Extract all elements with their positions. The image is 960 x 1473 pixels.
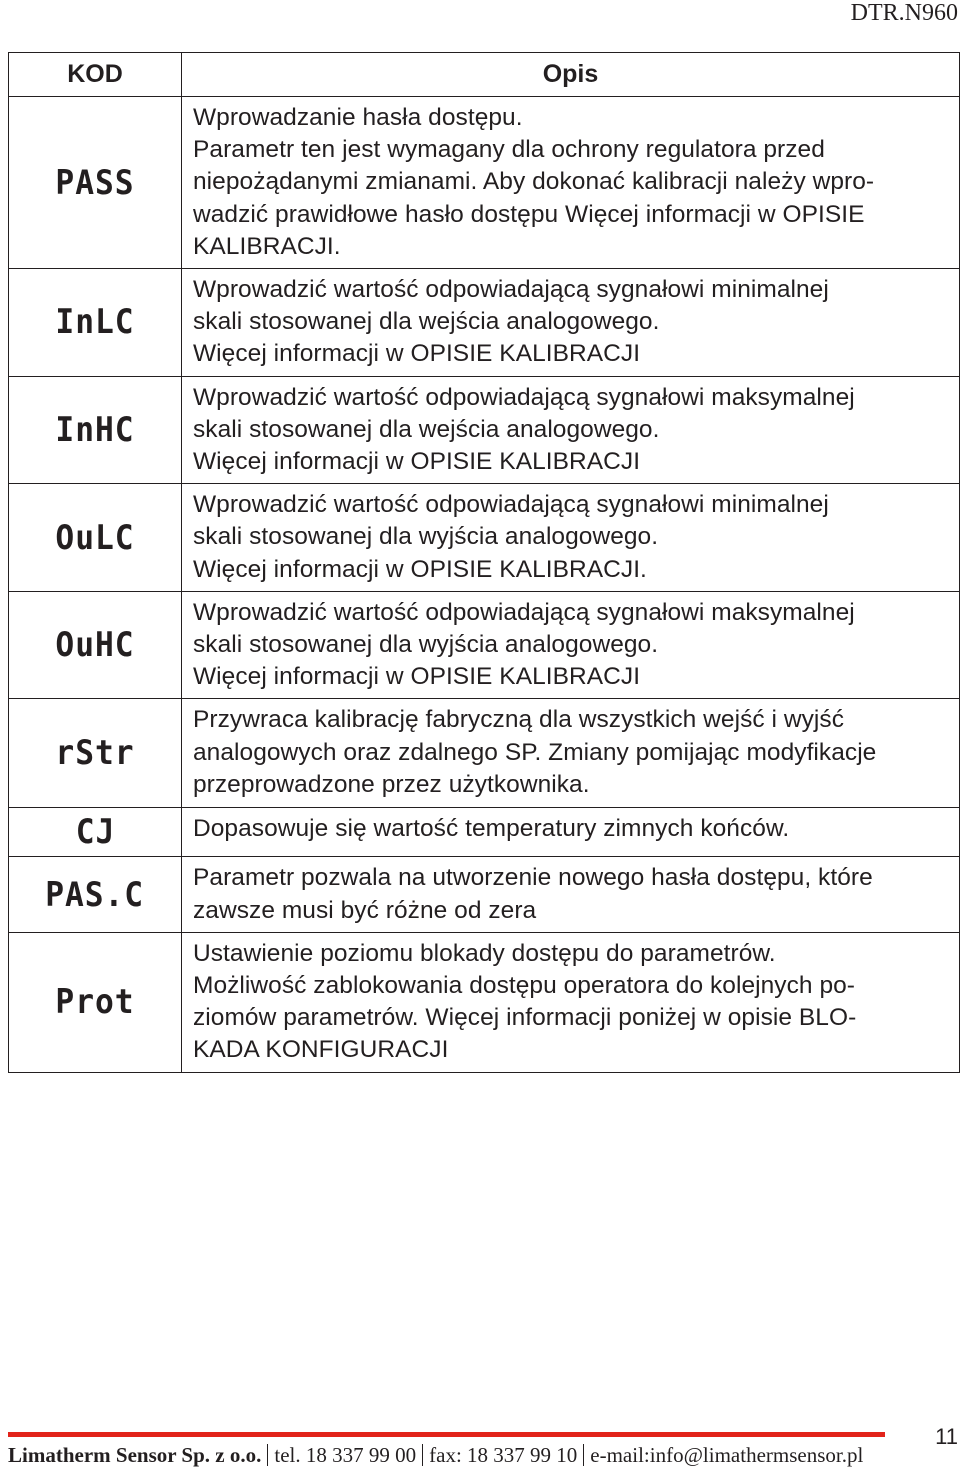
description-line: KADA KONFIGURACJI [193,1036,449,1064]
document-id: DTR.N960 [850,0,958,26]
description-line: Wprowadzić wartość odpowiadającą sygnałowi minimalnej [193,276,829,304]
description-line: niepożądanymi zmianami. Aby dokonać kalibracji należy wpro- [193,168,875,196]
description-line: Wprowadzić wartość odpowiadającą sygnałowi minimalnej [193,491,829,519]
description-cell [182,857,960,932]
footer-separator [422,1444,423,1466]
table-row [9,808,960,857]
segment-display-code: OuHC [55,625,135,666]
segment-display-code: OuLC [55,517,135,558]
description-cell [182,269,960,377]
page-number: 11 [935,1424,958,1449]
segment-display-code: InLC [55,302,135,343]
description-line: Wprowadzić wartość odpowiadającą sygnałowi maksymalnej [193,383,855,411]
description-line: Parametr pozwala na utworzenie nowego hasła dostępu, które [193,864,873,892]
description-cell [182,97,960,269]
footer-email: e-mail:info@limathermsensor.pl [590,1443,864,1467]
code-cell [9,97,182,269]
footer-separator [267,1444,268,1466]
footer-accent-bar [8,1432,885,1437]
table-row [9,857,960,932]
description-line: skali stosowanej dla wyjścia analogowego. [193,631,659,659]
code-cell [9,591,182,699]
segment-display-code: PAS.C [45,874,145,915]
table-row [9,591,960,699]
code-cell [9,376,182,484]
description-line: Więcej informacji w OPISIE KALIBRACJI. [193,555,647,583]
footer-fax: fax: 18 337 99 10 [429,1443,578,1467]
description-line: skali stosowanej dla wejścia analogowego. [193,415,660,443]
code-cell [9,484,182,592]
segment-display-code: rStr [55,733,135,774]
column-header-kod: KOD [9,53,182,97]
footer-company: Limatherm Sensor Sp. z o.o. [8,1443,262,1467]
description-cell [182,591,960,699]
description-cell [182,932,960,1072]
table-header-row [9,53,960,97]
description-cell [182,808,960,857]
description-line: wadzić prawidłowe hasło dostępu Więcej informacji w OPISIE [193,200,865,228]
table-row [9,269,960,377]
description-line: Więcej informacji w OPISIE KALIBRACJI [193,448,641,476]
footer-phone: tel. 18 337 99 00 [274,1443,417,1467]
description-line: Ustawienie poziomu blokady dostępu do parametrów. [193,939,776,967]
segment-display-code: Prot [55,982,135,1023]
description-line: zawsze musi być różne od zera [193,896,537,924]
description-line: Przywraca kalibrację fabryczną dla wszystkich wejść i wyjść [193,706,845,734]
description-line: ziomów parametrów. Więcej informacji poniżej w opisie BLO- [193,1004,857,1032]
code-cell [9,699,182,808]
segment-display-code: InHC [55,409,135,450]
description-cell [182,484,960,592]
column-header-opis: Opis [182,53,960,97]
table-row [9,932,960,1072]
segment-display-code: PASS [55,162,135,203]
description-line: przeprowadzone przez użytkownika. [193,770,590,798]
description-line: skali stosowanej dla wejścia analogowego. [193,308,660,336]
description-line: Możliwość zablokowania dostępu operatora do kolejnych po- [193,972,856,1000]
description-cell [182,699,960,808]
description-line: Parametr ten jest wymagany dla ochrony regulatora przed [193,136,825,164]
description-line: skali stosowanej dla wyjścia analogowego. [193,523,659,551]
description-line: analogowych oraz zdalnego SP. Zmiany pomijając modyfikacje [193,738,877,766]
code-cell [9,808,182,857]
description-line: KALIBRACJI. [193,232,341,260]
segment-display-code: CJ [75,812,115,853]
footer-contact [8,1443,863,1468]
code-cell [9,269,182,377]
description-line: Wprowadzić wartość odpowiadającą sygnałowi maksymalnej [193,598,855,626]
description-line: Dopasowuje się wartość temperatury zimnych końców. [193,815,790,843]
description-cell [182,376,960,484]
description-line: Wprowadzanie hasła dostępu. [193,104,523,131]
table-row [9,484,960,592]
code-cell [9,932,182,1072]
parameter-table [8,52,960,1073]
table-row [9,699,960,808]
description-line: Więcej informacji w OPISIE KALIBRACJI [193,663,641,691]
code-cell [9,857,182,932]
table-row [9,376,960,484]
description-line: Więcej informacji w OPISIE KALIBRACJI [193,340,641,368]
table-row [9,97,960,269]
footer-separator [583,1444,584,1466]
